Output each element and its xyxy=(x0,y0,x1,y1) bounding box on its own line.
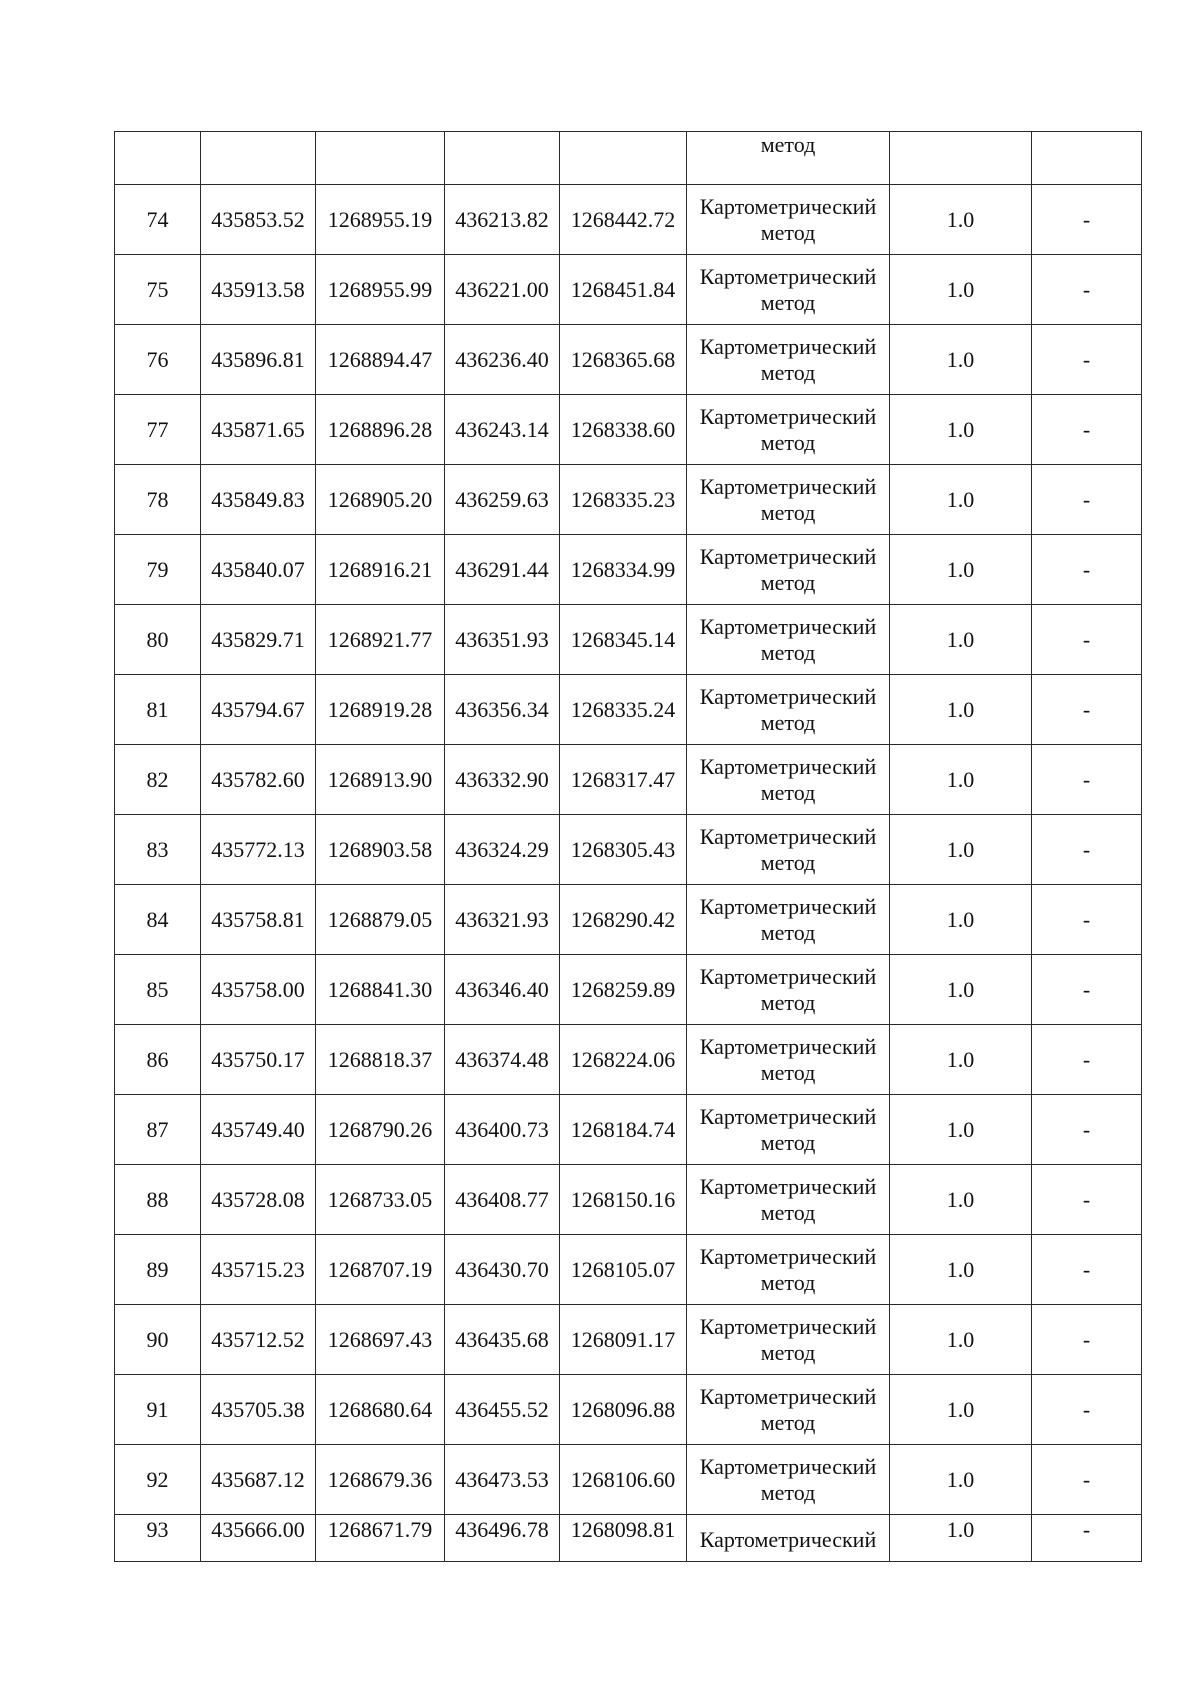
method-text-line1: Картометрический xyxy=(699,753,877,779)
x-new-cell xyxy=(445,132,560,185)
table-row xyxy=(115,1235,1142,1305)
point-number-cell: 75 xyxy=(115,255,201,325)
method-cell xyxy=(687,1305,890,1375)
method-text-line2: метод xyxy=(760,709,816,735)
method-cell xyxy=(687,1235,890,1305)
x-new-cell: 436400.73 xyxy=(445,1095,560,1165)
point-number-cell: 91 xyxy=(115,1375,201,1445)
note-cell: - xyxy=(1032,955,1142,1025)
note-cell: - xyxy=(1032,255,1142,325)
x-old-cell: 435758.00 xyxy=(201,955,316,1025)
method-text-line1: Картометрический xyxy=(699,543,877,569)
method-cell xyxy=(687,745,890,815)
x-old-cell: 435758.81 xyxy=(201,885,316,955)
method-text-line1: Картометрический xyxy=(699,1383,877,1409)
method-text-line2: метод xyxy=(760,132,816,157)
table-body xyxy=(115,132,1142,1562)
table-row xyxy=(115,675,1142,745)
method-cell xyxy=(687,132,890,185)
x-old-cell: 435712.52 xyxy=(201,1305,316,1375)
accuracy-cell: 1.0 xyxy=(890,535,1032,605)
method-cell xyxy=(687,955,890,1025)
method-text-line2: метод xyxy=(760,989,816,1015)
method-text-line2: метод xyxy=(760,919,816,945)
accuracy-cell: 1.0 xyxy=(890,255,1032,325)
table-row-continued xyxy=(115,132,1142,185)
y-new-cell: 1268096.88 xyxy=(560,1375,687,1445)
table-row xyxy=(115,465,1142,535)
x-new-cell: 436321.93 xyxy=(445,885,560,955)
method-text-line1: Картометрический xyxy=(699,1103,877,1129)
method-text-line2: метод xyxy=(760,779,816,805)
point-number-cell: 88 xyxy=(115,1165,201,1235)
y-old-cell: 1268679.36 xyxy=(316,1445,445,1515)
x-new-cell: 436332.90 xyxy=(445,745,560,815)
point-number-cell: 80 xyxy=(115,605,201,675)
accuracy-cell: 1.0 xyxy=(890,955,1032,1025)
method-text-line2: метод xyxy=(760,359,816,385)
method-text-line2: метод xyxy=(760,849,816,875)
x-old-cell: 435782.60 xyxy=(201,745,316,815)
x-old-cell: 435849.83 xyxy=(201,465,316,535)
accuracy-cell: 1.0 xyxy=(890,885,1032,955)
y-old-cell: 1268913.90 xyxy=(316,745,445,815)
method-text-line2: метод xyxy=(760,1479,816,1505)
point-number-cell: 93 xyxy=(115,1515,201,1562)
note-cell: - xyxy=(1032,185,1142,255)
y-old-cell: 1268921.77 xyxy=(316,605,445,675)
accuracy-cell: 1.0 xyxy=(890,1095,1032,1165)
note-cell: - xyxy=(1032,465,1142,535)
table-row xyxy=(115,1025,1142,1095)
note-cell: - xyxy=(1032,325,1142,395)
note-cell: - xyxy=(1032,675,1142,745)
y-new-cell: 1268091.17 xyxy=(560,1305,687,1375)
method-text-line1: Картометрический xyxy=(699,1173,877,1199)
y-old-cell: 1268790.26 xyxy=(316,1095,445,1165)
y-new-cell: 1268365.68 xyxy=(560,325,687,395)
y-old-cell: 1268955.99 xyxy=(316,255,445,325)
method-text-line1: Картометрический xyxy=(699,473,877,499)
method-text-line2: метод xyxy=(760,639,816,665)
x-new-cell: 436213.82 xyxy=(445,185,560,255)
point-number-cell: 86 xyxy=(115,1025,201,1095)
method-text-line1: Картометрический xyxy=(699,263,877,289)
accuracy-cell: 1.0 xyxy=(890,1025,1032,1095)
point-number-cell: 92 xyxy=(115,1445,201,1515)
method-cell xyxy=(687,325,890,395)
y-new-cell: 1268105.07 xyxy=(560,1235,687,1305)
table-row xyxy=(115,1515,1142,1562)
y-old-cell: 1268733.05 xyxy=(316,1165,445,1235)
note-cell: - xyxy=(1032,1235,1142,1305)
point-number-cell: 84 xyxy=(115,885,201,955)
x-new-cell: 436356.34 xyxy=(445,675,560,745)
note-cell: - xyxy=(1032,395,1142,465)
table-row xyxy=(115,1375,1142,1445)
y-old-cell: 1268697.43 xyxy=(316,1305,445,1375)
x-new-cell: 436243.14 xyxy=(445,395,560,465)
method-cell xyxy=(687,675,890,745)
method-text-line1: Картометрический xyxy=(699,1243,877,1269)
method-cell xyxy=(687,535,890,605)
x-new-cell: 436473.53 xyxy=(445,1445,560,1515)
point-number-cell: 90 xyxy=(115,1305,201,1375)
y-new-cell: 1268442.72 xyxy=(560,185,687,255)
method-cell xyxy=(687,465,890,535)
method-text-line2: метод xyxy=(760,219,816,245)
y-old-cell: 1268841.30 xyxy=(316,955,445,1025)
x-new-cell: 436346.40 xyxy=(445,955,560,1025)
method-text-line2: метод xyxy=(760,1409,816,1435)
note-cell: - xyxy=(1032,535,1142,605)
point-number-cell: 83 xyxy=(115,815,201,885)
point-number-cell: 87 xyxy=(115,1095,201,1165)
method-text-line1: Картометрический xyxy=(699,403,877,429)
point-number-cell: 77 xyxy=(115,395,201,465)
table-row xyxy=(115,1095,1142,1165)
y-old-cell: 1268903.58 xyxy=(316,815,445,885)
method-cell xyxy=(687,1515,890,1562)
method-text-line2: метод xyxy=(760,289,816,315)
x-new-cell: 436291.44 xyxy=(445,535,560,605)
accuracy-cell: 1.0 xyxy=(890,605,1032,675)
point-number-cell: 79 xyxy=(115,535,201,605)
y-new-cell xyxy=(560,132,687,185)
x-new-cell: 436374.48 xyxy=(445,1025,560,1095)
note-cell: - xyxy=(1032,1165,1142,1235)
table-row xyxy=(115,1305,1142,1375)
y-old-cell: 1268916.21 xyxy=(316,535,445,605)
x-new-cell: 436221.00 xyxy=(445,255,560,325)
x-old-cell: 435687.12 xyxy=(201,1445,316,1515)
note-cell: - xyxy=(1032,885,1142,955)
method-cell xyxy=(687,605,890,675)
table-row xyxy=(115,395,1142,465)
y-old-cell: 1268879.05 xyxy=(316,885,445,955)
point-number-cell: 81 xyxy=(115,675,201,745)
y-old-cell: 1268955.19 xyxy=(316,185,445,255)
y-new-cell: 1268334.99 xyxy=(560,535,687,605)
table-row xyxy=(115,885,1142,955)
table-row xyxy=(115,745,1142,815)
y-new-cell: 1268338.60 xyxy=(560,395,687,465)
method-text-line1: Картометрический xyxy=(699,823,877,849)
x-old-cell: 435853.52 xyxy=(201,185,316,255)
accuracy-cell: 1.0 xyxy=(890,1305,1032,1375)
method-cell xyxy=(687,1445,890,1515)
y-new-cell: 1268317.47 xyxy=(560,745,687,815)
x-new-cell: 436435.68 xyxy=(445,1305,560,1375)
y-old-cell: 1268707.19 xyxy=(316,1235,445,1305)
point-number-cell: 82 xyxy=(115,745,201,815)
y-new-cell: 1268305.43 xyxy=(560,815,687,885)
coordinates-table xyxy=(114,131,1142,1562)
y-new-cell: 1268098.81 xyxy=(560,1515,687,1562)
x-old-cell: 435750.17 xyxy=(201,1025,316,1095)
point-number-cell: 85 xyxy=(115,955,201,1025)
y-old-cell: 1268919.28 xyxy=(316,675,445,745)
y-old-cell: 1268894.47 xyxy=(316,325,445,395)
x-new-cell: 436351.93 xyxy=(445,605,560,675)
note-cell: - xyxy=(1032,1305,1142,1375)
x-old-cell: 435829.71 xyxy=(201,605,316,675)
accuracy-cell: 1.0 xyxy=(890,745,1032,815)
x-new-cell: 436408.77 xyxy=(445,1165,560,1235)
table-row xyxy=(115,325,1142,395)
note-cell: - xyxy=(1032,1445,1142,1515)
x-new-cell: 436236.40 xyxy=(445,325,560,395)
x-old-cell: 435715.23 xyxy=(201,1235,316,1305)
note-cell: - xyxy=(1032,1375,1142,1445)
method-text-line1: Картометрический xyxy=(699,613,877,639)
y-old-cell: 1268905.20 xyxy=(316,465,445,535)
note-cell: - xyxy=(1032,1025,1142,1095)
table-row xyxy=(115,535,1142,605)
method-text-line1: Картометрический xyxy=(699,333,877,359)
y-new-cell: 1268335.24 xyxy=(560,675,687,745)
method-text-line2: метод xyxy=(760,1339,816,1365)
x-old-cell: 435728.08 xyxy=(201,1165,316,1235)
note-cell: - xyxy=(1032,815,1142,885)
table-row xyxy=(115,1165,1142,1235)
note-cell: - xyxy=(1032,1095,1142,1165)
accuracy-cell: 1.0 xyxy=(890,325,1032,395)
method-text-line1: Картометрический xyxy=(699,683,877,709)
y-old-cell: 1268671.79 xyxy=(316,1515,445,1562)
point-number-cell xyxy=(115,132,201,185)
method-cell xyxy=(687,1165,890,1235)
point-number-cell: 76 xyxy=(115,325,201,395)
accuracy-cell: 1.0 xyxy=(890,675,1032,745)
note-cell: - xyxy=(1032,1515,1142,1562)
y-old-cell: 1268896.28 xyxy=(316,395,445,465)
method-cell xyxy=(687,1375,890,1445)
accuracy-cell: 1.0 xyxy=(890,465,1032,535)
y-new-cell: 1268259.89 xyxy=(560,955,687,1025)
table-row xyxy=(115,605,1142,675)
accuracy-cell: 1.0 xyxy=(890,1235,1032,1305)
point-number-cell: 78 xyxy=(115,465,201,535)
x-old-cell: 435772.13 xyxy=(201,815,316,885)
accuracy-cell: 1.0 xyxy=(890,1165,1032,1235)
point-number-cell: 89 xyxy=(115,1235,201,1305)
x-old-cell: 435871.65 xyxy=(201,395,316,465)
y-old-cell: 1268680.64 xyxy=(316,1375,445,1445)
y-new-cell: 1268106.60 xyxy=(560,1445,687,1515)
x-old-cell: 435705.38 xyxy=(201,1375,316,1445)
method-cell xyxy=(687,395,890,465)
note-cell: - xyxy=(1032,605,1142,675)
accuracy-cell: 1.0 xyxy=(890,1515,1032,1562)
accuracy-cell: 1.0 xyxy=(890,185,1032,255)
x-old-cell: 435840.07 xyxy=(201,535,316,605)
method-text-line2: метод xyxy=(760,429,816,455)
method-cell xyxy=(687,885,890,955)
method-text-line1: Картометрический xyxy=(699,1453,877,1479)
method-text-line1: Картометрический xyxy=(699,1313,877,1339)
method-text-line2: метод xyxy=(760,569,816,595)
x-new-cell: 436324.29 xyxy=(445,815,560,885)
y-old-cell xyxy=(316,132,445,185)
method-text-line2: метод xyxy=(760,1199,816,1225)
method-text-line2: метод xyxy=(760,1129,816,1155)
point-number-cell: 74 xyxy=(115,185,201,255)
y-new-cell: 1268335.23 xyxy=(560,465,687,535)
x-old-cell: 435913.58 xyxy=(201,255,316,325)
x-old-cell: 435794.67 xyxy=(201,675,316,745)
y-new-cell: 1268184.74 xyxy=(560,1095,687,1165)
x-new-cell: 436496.78 xyxy=(445,1515,560,1562)
x-old-cell: 435666.00 xyxy=(201,1515,316,1562)
y-new-cell: 1268345.14 xyxy=(560,605,687,675)
method-cell xyxy=(687,815,890,885)
x-old-cell xyxy=(201,132,316,185)
x-old-cell: 435749.40 xyxy=(201,1095,316,1165)
x-old-cell: 435896.81 xyxy=(201,325,316,395)
method-text-line2: метод xyxy=(760,499,816,525)
method-cell xyxy=(687,1095,890,1165)
method-text-line1: Картометрический xyxy=(699,963,877,989)
accuracy-cell xyxy=(890,132,1032,185)
x-new-cell: 436455.52 xyxy=(445,1375,560,1445)
accuracy-cell: 1.0 xyxy=(890,815,1032,885)
accuracy-cell: 1.0 xyxy=(890,1445,1032,1515)
method-cell xyxy=(687,185,890,255)
note-cell: - xyxy=(1032,745,1142,815)
method-text-line1: Картометрический xyxy=(699,1033,877,1059)
y-new-cell: 1268150.16 xyxy=(560,1165,687,1235)
accuracy-cell: 1.0 xyxy=(890,395,1032,465)
x-new-cell: 436430.70 xyxy=(445,1235,560,1305)
x-new-cell: 436259.63 xyxy=(445,465,560,535)
method-text-line1: Картометрический xyxy=(699,1527,877,1552)
accuracy-cell: 1.0 xyxy=(890,1375,1032,1445)
table-row xyxy=(115,955,1142,1025)
y-new-cell: 1268451.84 xyxy=(560,255,687,325)
table-row xyxy=(115,255,1142,325)
table-row xyxy=(115,815,1142,885)
table-row xyxy=(115,185,1142,255)
y-new-cell: 1268224.06 xyxy=(560,1025,687,1095)
method-text-line2: метод xyxy=(760,1269,816,1295)
method-cell xyxy=(687,255,890,325)
table-row xyxy=(115,1445,1142,1515)
y-old-cell: 1268818.37 xyxy=(316,1025,445,1095)
note-cell xyxy=(1032,132,1142,185)
method-text-line2: метод xyxy=(760,1059,816,1085)
method-text-line1: Картометрический xyxy=(699,893,877,919)
method-text-line1: Картометрический xyxy=(699,193,877,219)
y-new-cell: 1268290.42 xyxy=(560,885,687,955)
method-cell xyxy=(687,1025,890,1095)
